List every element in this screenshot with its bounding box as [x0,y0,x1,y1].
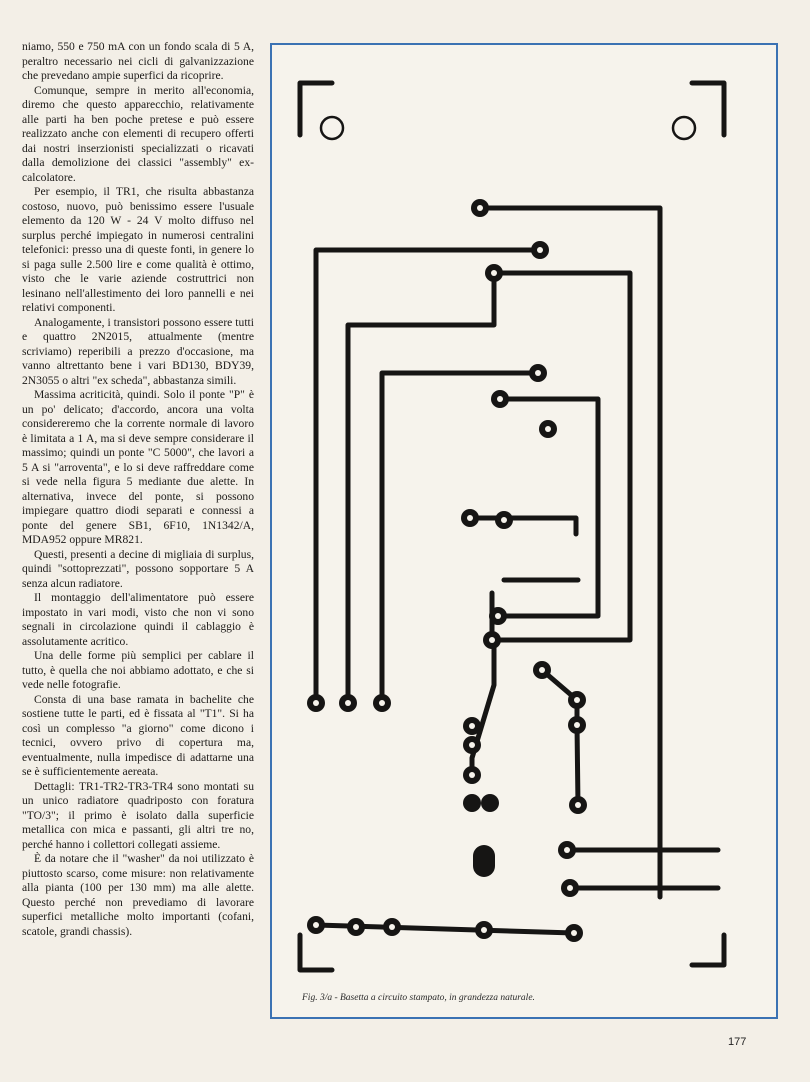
trace-short-2 [470,518,576,534]
pcb-figure [270,43,778,1019]
drill-hole [564,847,570,853]
pcb-traces [300,83,724,970]
pad [481,794,499,812]
article-paragraph-9: Consta di una base ramata in bachelite che sostiene tutte le parti, ed è fissata al "T1". Si ha così un complesso "a giorno" come dicono i tecnici, ovvero privo di copertura ma, eventualmente, nulla impedisce di adattarne una se è sufficientemente aereata. [22,692,254,778]
drill-hole [497,396,503,402]
drill-hole [567,885,573,891]
drill-hole [574,697,580,703]
trace-diagonal-left [472,642,494,775]
drill-hole [389,924,395,930]
pad [463,794,481,812]
figure-caption: Fig. 3/a - Basetta a circuito stampato, in grandezza naturale. [302,993,535,1003]
drill-hole [539,667,545,673]
drill-hole [575,802,581,808]
drill-hole [571,930,577,936]
article-column [22,40,254,939]
article-paragraph-4: Analogamente, i transistori possono essere tutti e quattro 2N2015, attualmente (mentre scriviamo) reperibili a prezzo d'occasione, ma vanno altrettanto bene i vari BD130, BDY39, 2N3055 o altri "ex scheda", abbastanza simili. [22,315,254,387]
corner-mark-top-left [300,83,332,135]
trace-diagonal-right [542,670,578,805]
pad-oblong [473,845,495,877]
drill-hole [379,700,385,706]
drill-hole [574,722,580,728]
drill-hole [353,924,359,930]
article-paragraph-11: È da notare che il "washer" da noi utilizzato è piuttosto scarso, come misure: non relativamente alla pianta (100 per 130 mm) ma alle alette. Questo perché non prevediamo di lavorare superfici metalliche molto importanti (cofani, scatole, grandi chassis). [22,852,254,938]
trace-inner-left [382,373,538,703]
article-paragraph-8: Una delle forme più semplici per cablare il tutto, è quella che noi abbiamo adottato, e che si vede nelle fotografie. [22,649,254,691]
corner-mark-bottom-right [692,935,724,965]
drill-hole [491,270,497,276]
article-paragraph-7: Il montaggio dell'alimentatore può essere impostato in vari modi, visto che non vi sono segnali in circolazione quindi il cablaggio è assolutamente acritico. [22,591,254,648]
drill-hole [501,517,507,523]
mounting-hole-left [321,117,343,139]
article-paragraph-10: Dettagli: TR1-TR2-TR3-TR4 sono montati su un unico radiatore quadriposto con foratura "TO/3"; il primo è isolato dalla superficie metallica con mica e passanti, gli altri tre no, perché hanno i collettori collegati assieme. [22,779,254,851]
mounting-holes [321,117,695,139]
mounting-hole-right [673,117,695,139]
pcb-layout-drawing [272,45,776,1017]
drill-hole [313,700,319,706]
article-paragraph-2: Comunque, sempre in merito all'economia, diremo che questo apparecchio, relativamente alle parti ha ben poche pretese e può essere realizzato anche con elementi di recupero offerti dai nostri inserzionisti specializzati o ricavati dalla demolizione dei classici "assembly" ex-calcolatore. [22,83,254,184]
drill-hole [495,613,501,619]
article-paragraph-6: Questi, presenti a decine di migliaia di surplus, quindi "sottoprezzati", possono sopportare 5 A senza alcun radiatore. [22,547,254,590]
drill-hole [469,723,475,729]
article-paragraph-3: Per esempio, il TR1, che risulta abbastanza costoso, nuovo, può benissimo essere l'usuale elemento da 120 W - 24 V molto diffuso nel surplus perché impiegato in numerosi centralini telefonici: presso una di queste fonti, in genere lo si paga sulle 2.500 lire e come qualità è ottimo, visto che le varie aziende costruttrici non lesinano nell'allestimento dei loro pannelli e nei relativi componenti. [22,185,254,314]
page-number: 177 [728,1036,747,1048]
corner-mark-bottom-left [300,935,332,970]
drill-hole [469,742,475,748]
drill-hole [467,515,473,521]
article-paragraph-1: niamo, 550 e 750 mA con un fondo scala di 5 A, peraltro necessario nei cicli di galvanizzazione che prevedano ampie superfici da ricoprire. [22,40,254,82]
drill-hole [535,370,541,376]
pcb-holes [313,205,581,936]
drill-hole [489,637,495,643]
drill-hole [469,772,475,778]
drill-hole [481,927,487,933]
corner-mark-top-right [692,83,724,135]
article-paragraph-5: Massima acriticità, quindi. Solo il ponte "P" è un po' delicato; d'accordo, ancora una volta considereremo che la corrente normale di lavoro è limitata a 1 A, ma si deve sempre considerare il massimo; quindi un ponte "C 5000", che lavori a 5 A si "arroventa", e lo si deve raffreddare come si vede nella figura 5 mediante due alette. In alternativa, invece del ponte, si possono impiegare quattro diodi separati e connessi a ponte del genere SB1, 6F10, 1N1342/A, MDA952 oppure MR821. [22,388,254,546]
drill-hole [477,205,483,211]
drill-hole [545,426,551,432]
trace-right-long [480,208,660,897]
drill-hole [313,922,319,928]
drill-hole [537,247,543,253]
drill-hole [345,700,351,706]
